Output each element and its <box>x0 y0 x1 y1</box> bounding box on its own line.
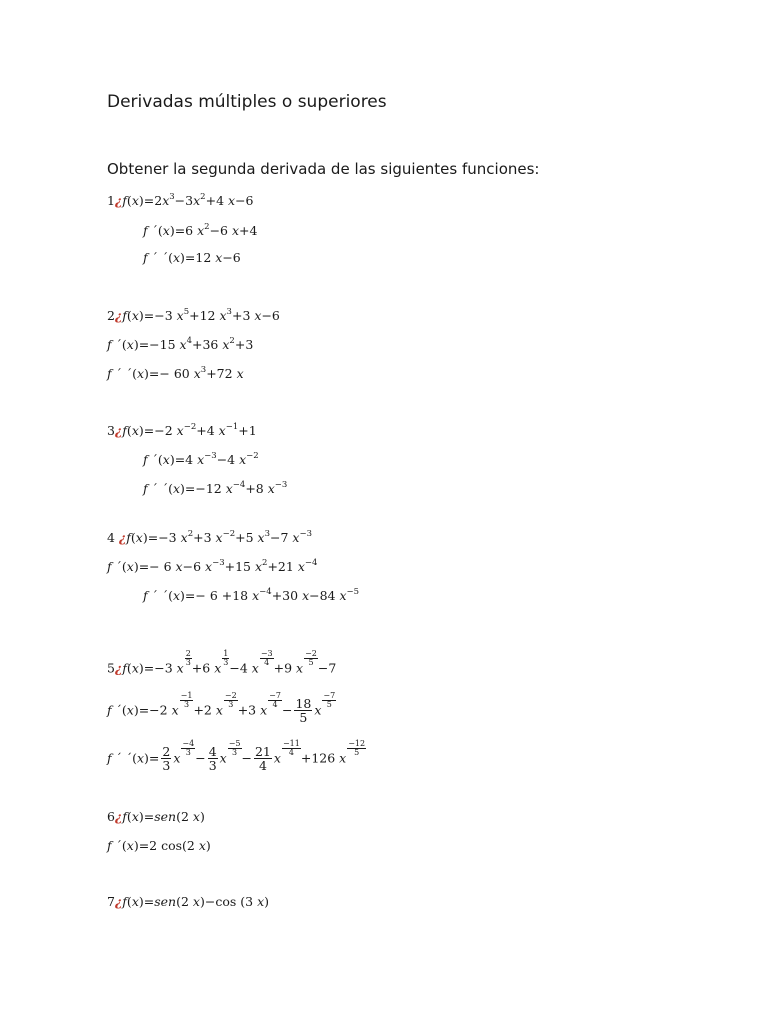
question-mark: ¿ <box>114 423 123 438</box>
exercise-2-first-derivative: f ´(x)=−15 $x^4+36$ $x^2+3$ <box>107 336 254 352</box>
exercise-number: 4 <box>107 530 115 545</box>
exercise-1-second-derivative: f ´ ´(x)=12 x−6 <box>143 250 241 265</box>
exercise-number: 2 <box>107 308 115 323</box>
exercise-2-second-derivative: f ´ ´(x)=− 60 $x^3+72$ x <box>107 365 244 381</box>
exercise-number: 5 <box>107 660 115 676</box>
exercise-5-function: 5¿f(x)=−3 x $\frac{2}{3}$ +6 x $\frac{1}{3}$ −4 x $\frac{-3}{4}$ +9 x $\frac{-2}{5}$ −7 <box>107 649 337 676</box>
exercise-number: 3 <box>107 423 115 438</box>
question-mark: ¿ <box>114 193 123 208</box>
exercise-4-function: 4 ¿f(x)=−3 $x^2+3$ $x^{-2}+5$ $x^3-7$ $x^{-3}$ <box>107 529 312 545</box>
question-mark: ¿ <box>114 308 123 323</box>
intro-text: Obtener la segunda derivada de las siguientes funciones: <box>107 160 540 178</box>
exercise-6-first-derivative: f ´(x)=2 cos(2 x) <box>107 838 211 853</box>
exercise-number: 7 <box>107 894 115 909</box>
exercise-2-function: 2¿f(x)=−3 $x^5+12$ $x^3+3$ x−6 <box>107 307 280 323</box>
page-title: Derivadas múltiples o superiores <box>107 92 387 112</box>
exercise-7-function: 7¿f(x)=sen(2 x)−cos (3 x) <box>107 894 270 909</box>
exercise-3-function: 3¿f(x)=−2 $x^{-2}+4$ $x^{-1}+1$ <box>107 422 257 438</box>
exercise-6-function: 6¿f(x)=sen(2 x) <box>107 809 205 824</box>
question-mark: ¿ <box>118 530 127 545</box>
exercise-5-first-derivative: f ´(x)=−2 x $\frac{-1}{3}$ +2 x $\frac{-2}{3}$ +3 x $\frac{-7}{4}$ − $\frac{18}{5}$ x $\frac{-7}{5}$ <box>107 691 336 726</box>
exercise-number: 1 <box>107 193 115 208</box>
question-mark: ¿ <box>114 660 123 676</box>
exercise-3-second-derivative: f ´ ´(x)=−12 $x^{-4}+8$ $x^{-3}$ <box>143 480 288 496</box>
question-mark: ¿ <box>114 894 123 909</box>
exercise-1-function: $1¿f(x)=2x^3-3x^2+4$ x−6 <box>107 192 254 208</box>
exercise-5-second-derivative: f ´ ´(x)= $\frac{2}{3}$ x $\frac{-4}{3}$ − $\frac{4}{3}$ x $\frac{-5}{3}$ − $\frac{21}{4}$ x $\frac{-11}{4}$ +126 x $\frac{-12}{5}$ <box>107 739 366 774</box>
exercise-1-first-derivative: f ´(x)=6 $x^2-6$ x+4 <box>143 222 258 238</box>
exercise-4-second-derivative: f ´ ´(x)=− 6 +18 $x^{-4}+30$ x−84 $x^{-5}$ <box>143 587 360 603</box>
exercise-number: 6 <box>107 809 115 824</box>
exercise-3-first-derivative: f ´(x)=4 $x^{-3}-4$ $x^{-2}$ <box>143 451 259 467</box>
exercise-4-first-derivative: f ´(x)=− 6 x−6 $x^{-3}+15$ $x^2+21$ $x^{-4}$ <box>107 558 318 574</box>
question-mark: ¿ <box>114 809 123 824</box>
